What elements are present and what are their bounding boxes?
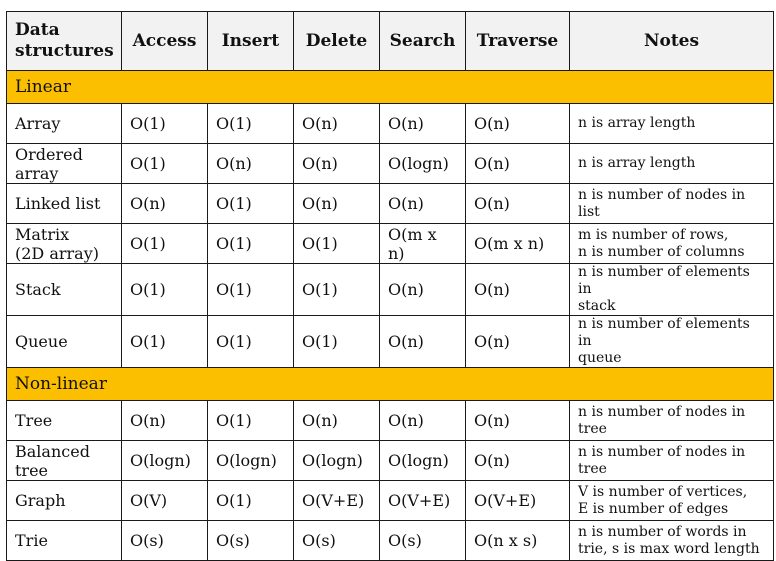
delete-cell: O(V+E) <box>294 481 380 521</box>
access-cell: O(1) <box>122 224 208 264</box>
delete-cell: O(n) <box>294 184 380 224</box>
search-cell: O(s) <box>380 521 466 561</box>
structure-name: Stack <box>7 264 122 316</box>
search-cell: O(n) <box>380 401 466 441</box>
insert-cell: O(n) <box>208 144 294 184</box>
delete-cell: O(n) <box>294 144 380 184</box>
section-row-linear <box>7 71 774 104</box>
search-cell: O(V+E) <box>380 481 466 521</box>
table-row <box>7 316 774 368</box>
search-cell: O(logn) <box>380 441 466 481</box>
search-cell: O(m x n) <box>380 224 466 264</box>
delete-cell: O(1) <box>294 316 380 368</box>
structure-name: Array <box>7 104 122 144</box>
delete-cell: O(s) <box>294 521 380 561</box>
insert-cell: O(1) <box>208 104 294 144</box>
table-row <box>7 441 774 481</box>
header-row <box>7 12 774 71</box>
notes-cell: n is number of words in trie, s is max word length <box>570 521 774 561</box>
notes-cell: n is number of nodes in tree <box>570 441 774 481</box>
access-cell: O(n) <box>122 184 208 224</box>
traverse-cell: O(V+E) <box>466 481 570 521</box>
structure-name: Matrix (2D array) <box>7 224 122 264</box>
complexity-table <box>6 11 774 561</box>
structure-name: Ordered array <box>7 144 122 184</box>
access-cell: O(n) <box>122 401 208 441</box>
section-title: Non-linear <box>7 368 774 401</box>
notes-cell: V is number of vertices, E is number of edges <box>570 481 774 521</box>
table-row <box>7 144 774 184</box>
delete-cell: O(n) <box>294 401 380 441</box>
traverse-cell: O(n) <box>466 104 570 144</box>
traverse-cell: O(n) <box>466 184 570 224</box>
access-cell: O(1) <box>122 316 208 368</box>
insert-cell: O(1) <box>208 481 294 521</box>
section-title: Linear <box>7 71 774 104</box>
structure-name: Tree <box>7 401 122 441</box>
header-access: Access <box>122 12 208 71</box>
traverse-cell: O(n x s) <box>466 521 570 561</box>
traverse-cell: O(m x n) <box>466 224 570 264</box>
notes-cell: n is number of nodes in list <box>570 184 774 224</box>
header-data-structures-label: Data structures <box>15 20 114 61</box>
insert-cell: O(s) <box>208 521 294 561</box>
insert-cell: O(1) <box>208 316 294 368</box>
insert-cell: O(logn) <box>208 441 294 481</box>
header-traverse: Traverse <box>466 12 570 71</box>
notes-cell: m is number of rows, n is number of columns <box>570 224 774 264</box>
structure-name: Queue <box>7 316 122 368</box>
search-cell: O(logn) <box>380 144 466 184</box>
delete-cell: O(1) <box>294 264 380 316</box>
insert-cell: O(1) <box>208 224 294 264</box>
insert-cell: O(1) <box>208 184 294 224</box>
table-row <box>7 224 774 264</box>
traverse-cell: O(n) <box>466 316 570 368</box>
access-cell: O(s) <box>122 521 208 561</box>
search-cell: O(n) <box>380 264 466 316</box>
traverse-cell: O(n) <box>466 441 570 481</box>
notes-cell: n is array length <box>570 104 774 144</box>
structure-name: Trie <box>7 521 122 561</box>
search-cell: O(n) <box>380 316 466 368</box>
access-cell: O(1) <box>122 264 208 316</box>
notes-cell: n is number of nodes in tree <box>570 401 774 441</box>
table-row <box>7 184 774 224</box>
access-cell: O(V) <box>122 481 208 521</box>
section-row-non-linear <box>7 368 774 401</box>
insert-cell: O(1) <box>208 264 294 316</box>
header-notes: Notes <box>570 12 774 71</box>
table-row <box>7 521 774 561</box>
delete-cell: O(logn) <box>294 441 380 481</box>
table-row <box>7 481 774 521</box>
header-insert: Insert <box>208 12 294 71</box>
access-cell: O(logn) <box>122 441 208 481</box>
traverse-cell: O(n) <box>466 264 570 316</box>
notes-cell: n is array length <box>570 144 774 184</box>
structure-name: Graph <box>7 481 122 521</box>
delete-cell: O(1) <box>294 224 380 264</box>
table-row <box>7 264 774 316</box>
delete-cell: O(n) <box>294 104 380 144</box>
access-cell: O(1) <box>122 144 208 184</box>
traverse-cell: O(n) <box>466 144 570 184</box>
insert-cell: O(1) <box>208 401 294 441</box>
structure-name: Linked list <box>7 184 122 224</box>
header-data-structures <box>7 12 122 71</box>
table-row <box>7 104 774 144</box>
header-delete: Delete <box>294 12 380 71</box>
notes-cell: n is number of elements in queue <box>570 316 774 368</box>
search-cell: O(n) <box>380 184 466 224</box>
structure-name: Balanced tree <box>7 441 122 481</box>
search-cell: O(n) <box>380 104 466 144</box>
table-row <box>7 401 774 441</box>
notes-cell: n is number of elements in stack <box>570 264 774 316</box>
traverse-cell: O(n) <box>466 401 570 441</box>
access-cell: O(1) <box>122 104 208 144</box>
header-search: Search <box>380 12 466 71</box>
